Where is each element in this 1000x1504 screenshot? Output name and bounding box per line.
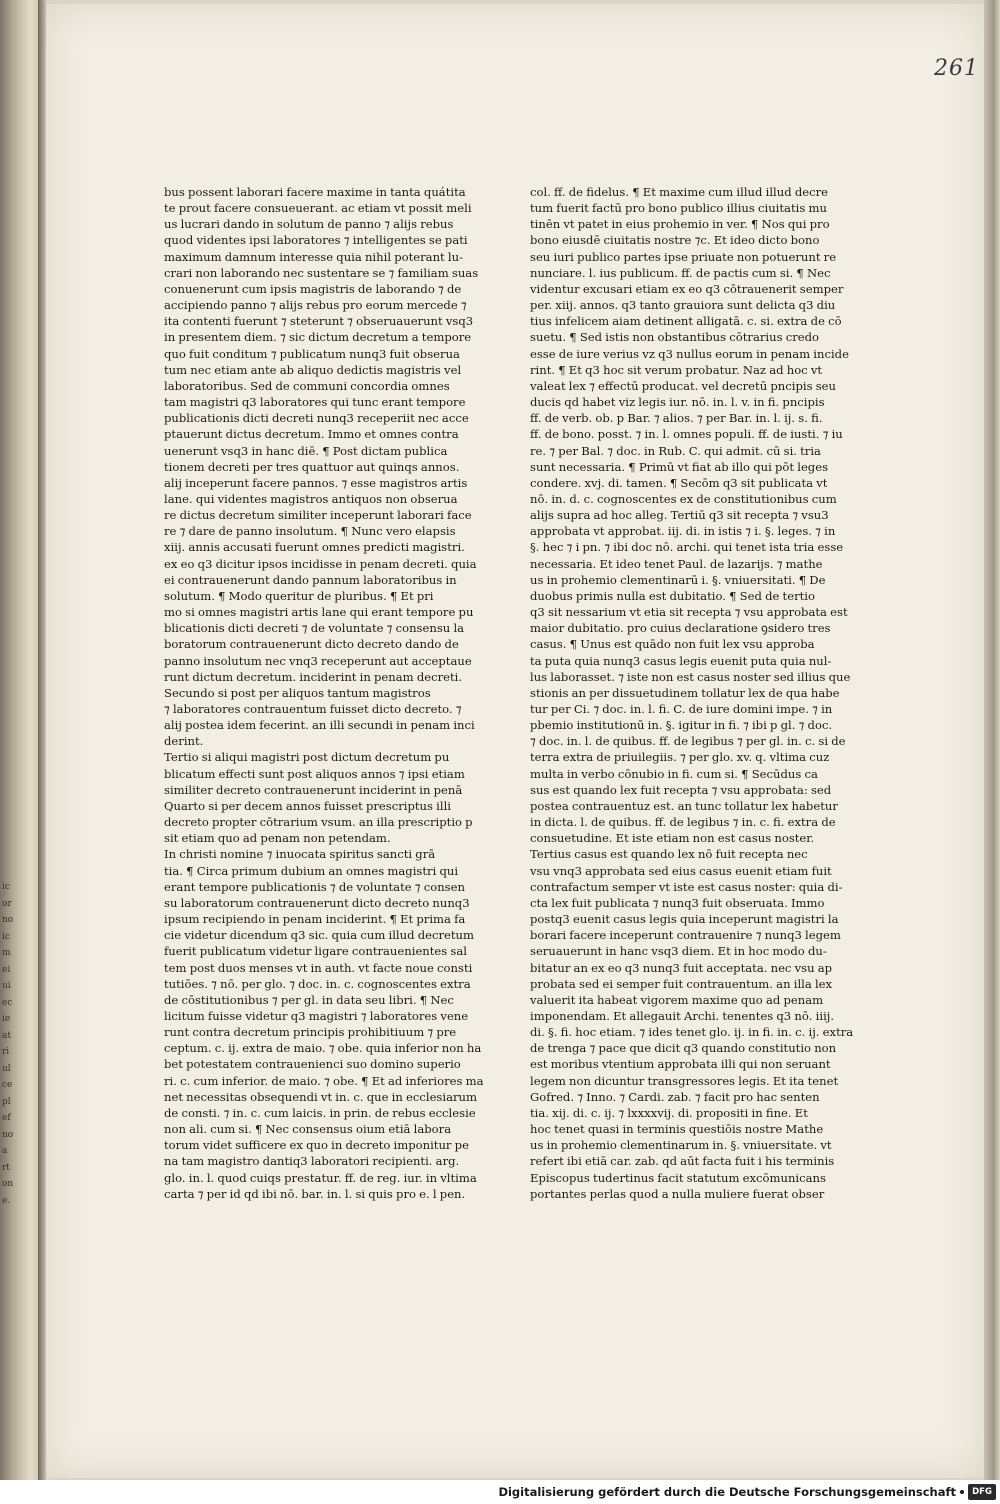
edge-fragment: on <box>2 1179 14 1189</box>
edge-fragment: at <box>2 1030 11 1041</box>
text-line: maximum damnum interesse quia nihil poterant lu- <box>164 249 463 264</box>
text-line: re ⁊ dare de panno insolutum. ¶ Nunc vero elapsis <box>164 524 456 539</box>
text-line: re. ⁊ per Bal. ⁊ doc. in Rub. C. qui admit. cū si. tria <box>530 443 821 458</box>
text-line: videntur excusari etiam ex eo q3 cōtrauenerit semper <box>530 281 844 296</box>
text-line: seruauerunt in hanc vsq3 diem. Et in hoc modo du- <box>530 944 827 959</box>
text-line: torum videt sufficere ex quo in decreto imponitur pe <box>164 1138 469 1153</box>
text-line: tam magistri q3 laboratores qui tunc erant tempore <box>164 395 466 410</box>
text-line: runt contra decretum principis prohibitiuum ⁊ pre <box>164 1025 457 1040</box>
text-line: portantes perlas quod a nulla muliere fuerat obser <box>530 1186 825 1201</box>
text-line: postea contrauentuz est. an tunc tollatur lex habetur <box>530 798 838 813</box>
text-line: consuetudine. Et iste etiam non est casus noster. <box>530 831 815 846</box>
text-line: similiter decreto contrauenerunt inciderint in penā <box>164 782 463 797</box>
text-line: valeat lex ⁊ effectū producat. vel decretū pncipis seu <box>530 378 836 393</box>
text-column-right <box>530 184 854 1202</box>
text-line: crari non laborando nec sustentare se ⁊ familiam suas <box>164 265 479 280</box>
text-line: legem non dicuntur transgressores legis. Et ita tenet <box>530 1073 839 1088</box>
text-line: hoc tenet quasi in terminis questiōis nostre Mathe <box>530 1122 824 1137</box>
text-line: seu iuri publico partes ipse priuate non potuerunt re <box>530 249 837 264</box>
text-line: us in prohemio clementinarum in. §. vniuersitate. vt <box>530 1138 832 1153</box>
credit-footer <box>0 1480 1000 1504</box>
text-line: Tertio si aliqui magistri post dictum decretum pu <box>164 750 450 765</box>
text-line: decreto propter cōtrarium vsum. an illa prescriptio p <box>164 815 473 830</box>
text-line: rint. ¶ Et q3 hoc sit verum probatur. Naz ad hoc vt <box>530 362 823 377</box>
text-line: in dicta. l. de quibus. ff. de legibus ⁊ in. c. fi. extra de <box>530 815 836 830</box>
text-line: su laboratorum contrauenerunt dicto decreto nunq3 <box>164 895 470 910</box>
edge-fragment: no <box>2 1129 14 1140</box>
text-line: tum fuerit factū pro bono publico illius ciuitatis mu <box>530 201 827 216</box>
text-line: ⁊ laboratores contrauentum fuisset dicto decreto. ⁊ <box>164 702 462 716</box>
text-line: condere. xvj. di. tamen. ¶ Secōm q3 sit publicata vt <box>530 475 828 490</box>
text-line: nō. in. d. c. cognoscentes ex de constitutionibus cum <box>530 491 837 506</box>
text-line: ducis qd habet viz legis iur. nō. in. l. v. in fi. pncipis <box>530 395 825 410</box>
text-line: lane. qui videntes magistros antiquos non obserua <box>164 491 458 506</box>
text-line: bus possent laborari facere maxime in tanta quátita <box>164 185 466 199</box>
text-line: conuenerunt cum ipsis magistris de laborando ⁊ de <box>164 281 462 296</box>
text-line: cie videtur dicendum q3 sic. quia cum illud decretum <box>164 928 474 943</box>
edge-fragment: no <box>2 915 14 925</box>
text-line: laboratoribus. Sed de communi concordia omnes <box>164 378 450 393</box>
text-line: suetu. ¶ Sed istis non obstantibus cōtrarius credo <box>530 330 820 345</box>
text-line: runt dictum decretum. inciderint in penam decreti. <box>164 669 463 684</box>
text-line: quod videntes ipsi laboratores ⁊ intelligentes se pati <box>164 233 468 248</box>
text-line: blicationis dicti decreti ⁊ de voluntate ⁊ consensu la <box>164 621 465 636</box>
text-line: alijs supra ad hoc alleg. Tertiū q3 sit recepta ⁊ vsu3 <box>530 508 829 523</box>
text-line: sunt necessaria. ¶ Primū vt fiat ab illo qui pōt leges <box>530 459 829 474</box>
edge-fragment: a <box>2 1146 8 1156</box>
text-line: us lucrari dando in solutum de panno ⁊ alijs rebus <box>164 217 454 232</box>
text-line: in presentem diem. ⁊ sic dictum decretum a tempore <box>164 330 472 345</box>
text-line: contrafactum semper vt iste est casus noster: quia di- <box>530 879 843 894</box>
text-line: tionem decreti per tres quattuor aut quinqs annos. <box>164 459 460 474</box>
text-line: lus laborasset. ⁊ iste non est casus noster sed illius que <box>530 669 851 684</box>
text-line: refert ibi etiā car. zab. qd aūt facta fuit i his terminis <box>530 1154 835 1169</box>
text-line: ita contenti fuerunt ⁊ steterunt ⁊ obseruauerunt vsq3 <box>164 314 474 329</box>
edge-fragment: ce <box>2 1080 13 1090</box>
book-gutter <box>38 0 46 1480</box>
edge-fragment: or <box>2 898 12 909</box>
text-line: per. xiij. annos. q3 tanto grauiora sunt delicta q3 diu <box>530 298 836 313</box>
dfg-logo-icon: DFG <box>968 1484 996 1500</box>
text-line: postq3 euenit casus legis quia inceperunt magistri la <box>530 912 839 927</box>
text-line: te prout facere consueuerant. ac etiam vt possit meli <box>164 201 472 216</box>
previous-page-edge <box>0 0 40 1480</box>
text-line: fuerit publicatum videtur ligare contrauenientes sal <box>164 944 467 959</box>
text-line: ff. de bono. posst. ⁊ in. l. omnes populi. ff. de iusti. ⁊ iu <box>530 427 843 442</box>
text-line: ri. c. cum inferior. de maio. ⁊ obe. ¶ Et ad inferiores ma <box>164 1073 484 1088</box>
text-line: accipiendo panno ⁊ alijs rebus pro eorum mercede ⁊ <box>164 298 467 313</box>
text-line: erant tempore publicationis ⁊ de voluntate ⁊ consen <box>164 879 465 894</box>
text-line: nunciare. l. ius publicum. ff. de pactis cum si. ¶ Nec <box>530 265 831 280</box>
text-line: quo fuit conditum ⁊ publicatum nunq3 fuit obserua <box>164 346 460 361</box>
text-line: bono eiusdē ciuitatis nostre ⁊c. Et ideo dicto bono <box>530 233 820 248</box>
text-line: publicationis dicti decreti nunq3 receperiit nec acce <box>164 411 469 426</box>
text-line: tia. ¶ Circa primum dubium an omnes magistri qui <box>164 863 459 878</box>
text-line: maior dubitatio. pro cuius declaratione ꝯsidero tres <box>530 621 831 636</box>
text-line: de cōstitutionibus ⁊ per gl. in data seu libri. ¶ Nec <box>164 992 454 1007</box>
text-line: blicatum effecti sunt post aliquos annos ⁊ ipsi etiam <box>164 766 465 781</box>
text-line: multa in verbo cōnubio in fi. cum si. ¶ Secūdus ca <box>530 766 818 781</box>
text-line: derint. <box>164 734 204 749</box>
manuscript-page <box>46 4 984 1478</box>
text-line: solutum. ¶ Modo queritur de pluribus. ¶ Et pri <box>164 588 434 603</box>
text-line: mo si omnes magistri artis lane qui erant tempore pu <box>164 605 474 620</box>
text-line: licitum fuisse videtur q3 magistri ⁊ laboratores vene <box>164 1008 469 1023</box>
text-line: imponendam. Et allegauit Archi. tenentes q3 nō. iiij. <box>530 1008 835 1023</box>
text-line: alij inceperunt facere pannos. ⁊ esse magistros artis <box>164 475 468 490</box>
edge-fragment: ef <box>2 1113 11 1123</box>
text-line: ex eo q3 dicitur ipsos incidisse in penam decreti. quia <box>164 556 477 571</box>
text-line: xiij. annis accusati fuerunt omnes predicti magistri. <box>164 540 465 555</box>
text-line: Gofred. ⁊ Inno. ⁊ Cardi. zab. ⁊ facit pro hac senten <box>530 1089 820 1104</box>
text-line: de trenga ⁊ pace que dicit q3 quando constitutio non <box>530 1041 837 1056</box>
text-line: re dictus decretum similiter inceperunt laborari face <box>164 508 472 523</box>
text-line: ff. de verb. ob. p Bar. ⁊ alios. ⁊ per Bar. in. l. ij. s. fi. <box>530 411 823 426</box>
text-line: ceptum. c. ij. extra de maio. ⁊ obe. quia inferior non ha <box>164 1041 482 1056</box>
text-line: uenerunt vsq3 in hanc diē. ¶ Post dictam publica <box>164 443 448 458</box>
text-line: non ali. cum si. ¶ Nec consensus oium etiā labora <box>164 1122 452 1137</box>
edge-fragment: ei <box>2 964 11 975</box>
edge-fragment: m <box>2 948 11 958</box>
text-line: duobus primis nulla est dubitatio. ¶ Sed de tertio <box>530 588 815 603</box>
text-line: Quarto si per decem annos fuisset prescriptus illi <box>164 798 451 813</box>
text-line: approbata vt approbat. iij. di. in istis ⁊ i. §. leges. ⁊ in <box>530 524 836 539</box>
text-line: tinēn vt patet in eius prohemio in ver. ¶ Nos qui pro <box>530 217 830 232</box>
edge-fragment: pl <box>2 1096 11 1107</box>
text-line: carta ⁊ per id qd ibi nō. bar. in. l. si quis pro e. l pen. <box>164 1186 466 1201</box>
edge-fragment: ic <box>2 931 10 942</box>
edge-fragment: ul <box>2 1063 11 1074</box>
text-line: boratorum contrauenerunt dicto decreto dando de <box>164 637 459 652</box>
text-line: Secundo si post per aliquos tantum magistros <box>164 685 431 700</box>
text-line: tia. xij. di. c. ij. ⁊ lxxxxvij. di. propositi in fine. Et <box>530 1105 808 1120</box>
edge-fragment: ui <box>2 981 11 991</box>
edge-fragment: ic <box>2 882 10 892</box>
text-line: bet potestatem contrauenienci suo domino superio <box>164 1057 461 1072</box>
text-line: alij postea idem fecerint. an illi secundi in penam inci <box>164 718 475 733</box>
text-line: ptauerunt dictus decretum. Immo et omnes contra <box>164 427 459 442</box>
text-line: de consti. ⁊ in. c. cum laicis. in prin. de rebus ecclesie <box>164 1105 476 1120</box>
text-line: glo. in. l. quod cuiqs prestatur. ff. de reg. iur. in vltima <box>164 1170 477 1185</box>
text-line: panno insolutum nec vnq3 receperunt aut acceptaue <box>164 653 472 668</box>
folio-number: 261 <box>934 56 979 81</box>
text-line: tius infelicem aiam detinent alligatā. c. si. extra de cō <box>530 314 842 329</box>
text-line: tem post duos menses vt in auth. vt facte noue consti <box>164 960 473 975</box>
text-line: tum nec etiam ante ab aliquo dedictis magistris vel <box>164 362 462 377</box>
text-line: vsu vnq3 approbata sed eius casus euenit etiam fuit <box>530 863 832 878</box>
text-line: net necessitas obsequendi vt in. c. que in ecclesiarum <box>164 1089 477 1104</box>
text-line: ta puta quia nunq3 casus legis euenit puta quia nul- <box>530 653 832 668</box>
text-line: sus est quando lex fuit recepta ⁊ vsu approbata: sed <box>530 782 832 797</box>
text-line: tur per Ci. ⁊ doc. in. l. fi. C. de iure domini impe. ⁊ in <box>530 702 833 716</box>
text-line: sit etiam quo ad penam non petendam. <box>164 831 391 846</box>
text-line: na tam magistro dantiq3 laboratori recipienti. arg. <box>164 1154 460 1169</box>
edge-fragment: rt <box>2 1162 10 1173</box>
text-line: esse de iure verius vz q3 nullus eorum in penam incide <box>530 346 849 361</box>
separator-dot <box>960 1490 964 1494</box>
text-column-left <box>164 184 484 1202</box>
text-line: stionis an per dissuetudinem tollatur lex de qua habe <box>530 685 840 700</box>
edge-fragment: ri <box>2 1047 10 1057</box>
text-line: est moribus vtentium approbata illi qui non seruant <box>530 1057 831 1072</box>
text-line: probata sed ei semper fuit contrauentum. an illa lex <box>530 976 833 991</box>
edge-fragment: ec <box>2 997 13 1008</box>
text-line: col. ff. de fidelus. ¶ Et maxime cum illud illud decre <box>530 185 828 199</box>
edge-fragment: e. <box>2 1195 11 1206</box>
text-line: bitatur an ex eo q3 nunq3 fuit acceptata. nec vsu ap <box>530 960 833 975</box>
text-line: tutiōes. ⁊ nō. per glo. ⁊ doc. in. c. cognoscentes extra <box>164 976 471 991</box>
text-line: ipsum recipiendo in penam inciderint. ¶ Et prima fa <box>164 912 466 927</box>
text-line: Episcopus tudertinus facit statutum excōmunicans <box>530 1170 826 1185</box>
text-line: us in prohemio clementinarū i. §. vniuersitati. ¶ De <box>530 572 826 587</box>
text-line: q3 sit nessarium vt etia sit recepta ⁊ vsu approbata est <box>530 605 848 620</box>
text-line: Tertius casus est quando lex nō fuit recepta nec <box>530 847 808 862</box>
text-line: valuerit ita habeat vigorem maxime quo ad penam <box>530 992 824 1007</box>
text-line: ei contrauenerunt dando pannum laboratoribus in <box>164 572 457 587</box>
text-line: §. hec ⁊ i pn. ⁊ ibi doc nō. archi. qui tenet ista tria esse <box>530 540 844 555</box>
funding-credit: Digitalisierung gefördert durch die Deutsche Forschungsgemeinschaft <box>498 1485 956 1499</box>
text-line: di. §. fi. hoc etiam. ⁊ ides tenet glo. ij. in fi. in. c. ij. extra <box>530 1025 854 1040</box>
text-line: casus. ¶ Unus est quādo non fuit lex vsu approba <box>530 637 815 652</box>
text-line: borari facere inceperunt contrauenire ⁊ nunq3 legem <box>530 928 841 943</box>
edge-fragment: ie <box>2 1014 11 1024</box>
text-line: necessaria. Et ideo tenet Paul. de lazarijs. ⁊ mathe <box>530 556 823 571</box>
text-line: In christi nomine ⁊ inuocata spiritus sancti grā <box>164 847 436 862</box>
text-line: ⁊ doc. in. l. de quibus. ff. de legibus ⁊ per gl. in. c. si de <box>530 734 846 749</box>
text-line: pbemio institutionū in. §. igitur in fi. ⁊ ibi p gl. ⁊ doc. <box>530 718 833 733</box>
page-right-edge <box>984 0 1000 1480</box>
text-line: terra extra de priuilegiis. ⁊ per glo. xv. q. vltima cuz <box>530 750 830 765</box>
text-line: cta lex fuit publicata ⁊ nunq3 fuit obseruata. Immo <box>530 895 825 910</box>
